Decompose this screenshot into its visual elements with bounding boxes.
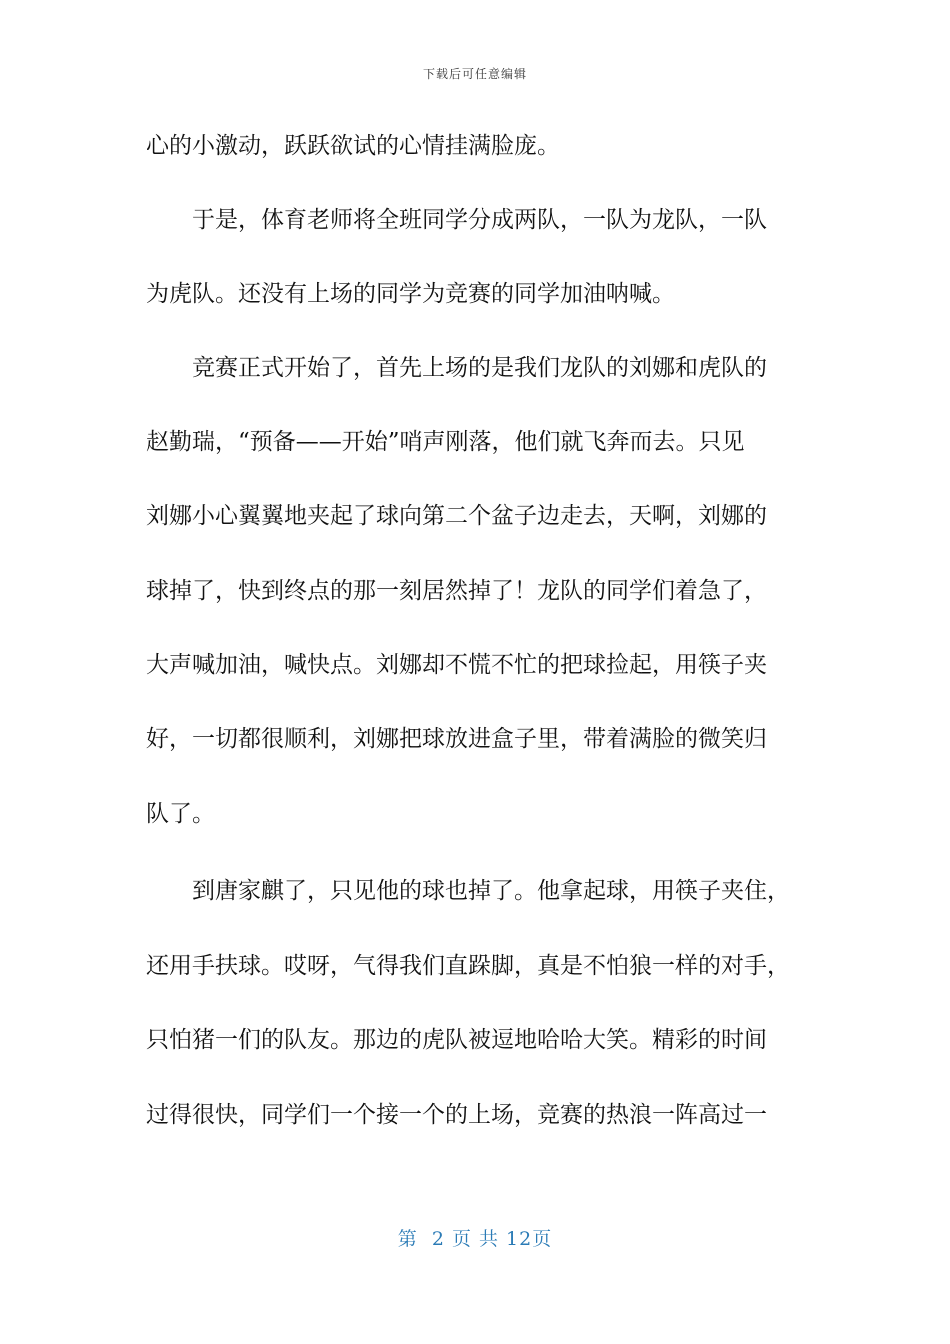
text-line: 球掉了，快到终点的那一刻居然掉了！龙队的同学们着急了，: [146, 578, 767, 604]
page-header: 下载后可任意编辑: [422, 67, 527, 81]
text-line: 刘娜小心翼翼地夹起了球向第二个盆子边走去，天啊，刘娜的: [146, 503, 767, 529]
text-line: 还用手扶球。哎呀，气得我们直跺脚，真是不怕狼一样的对手，: [146, 953, 790, 979]
paragraph-first-line: 于是，体育老师将全班同学分成两队，一队为龙队，一队: [192, 207, 767, 233]
text-line: 心的小激动，跃跃欲试的心情挂满脸庞。: [146, 133, 560, 159]
text-line: 大声喊加油，喊快点。刘娜却不慌不忙的把球捡起，用筷子夹: [146, 652, 767, 678]
text-line: 好，一切都很顺利，刘娜把球放进盒子里，带着满脸的微笑归: [146, 726, 767, 752]
page-number-footer: 第 2 页 共 12页: [397, 1228, 553, 1250]
text-line: 为虎队。还没有上场的同学为竞赛的同学加油呐喊。: [146, 281, 675, 307]
text-line: 过得很快，同学们一个接一个的上场，竞赛的热浪一阵高过一: [146, 1102, 767, 1128]
text-line: 只怕猪一们的队友。那边的虎队被逗地哈哈大笑。精彩的时间: [146, 1027, 767, 1053]
text-line: 队了。: [146, 801, 215, 827]
text-line: 赵勤瑞，“预备——开始”哨声刚落，他们就飞奔而去。只见: [146, 429, 745, 455]
paragraph-first-line: 到唐家麒了，只见他的球也掉了。他拿起球，用筷子夹住，: [192, 878, 790, 904]
paragraph-first-line: 竞赛正式开始了，首先上场的是我们龙队的刘娜和虎队的: [192, 355, 767, 381]
